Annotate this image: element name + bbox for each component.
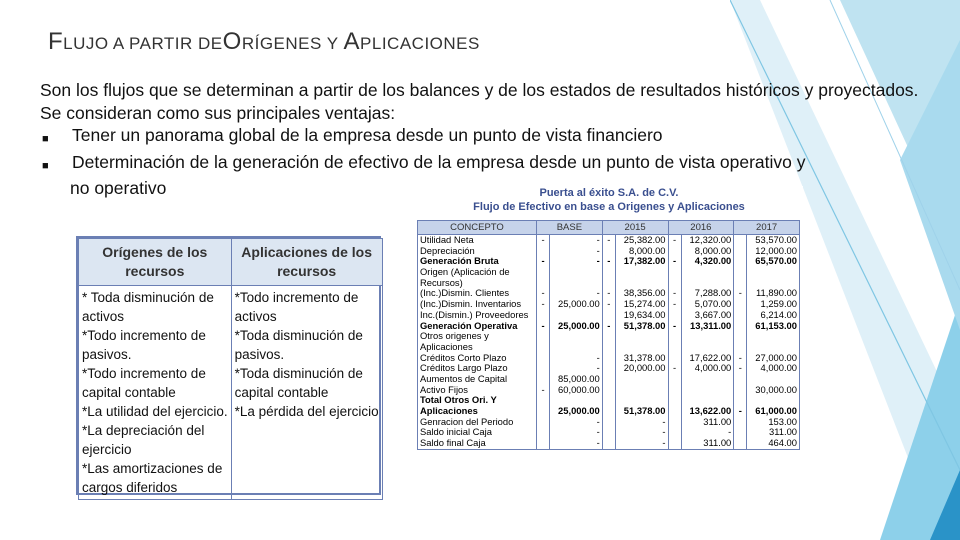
origins-line: *Las amortizaciones de <box>82 461 223 476</box>
concept-cell: Generación Bruta <box>418 256 537 267</box>
value-cell: 153.00 <box>747 417 800 428</box>
origins-cell <box>79 286 232 500</box>
sign-cell <box>668 427 681 438</box>
sign-cell: - <box>734 353 747 364</box>
origins-line: cargos diferidos <box>82 480 178 495</box>
value-cell: - <box>615 417 668 428</box>
value-cell: 13,311.00 <box>681 321 734 332</box>
value-cell <box>615 267 668 278</box>
sign-cell <box>537 406 550 417</box>
square-bullet-icon: ■ <box>42 159 49 172</box>
concept-cell: Saldo final Caja <box>418 438 537 449</box>
concept-cell: Créditos Largo Plazo <box>418 363 537 374</box>
origins-line: *Todo incremento de <box>82 366 206 381</box>
concept-cell: Aplicaciones <box>418 342 537 353</box>
col-header-concepto: CONCEPTO <box>418 221 537 235</box>
sign-cell: - <box>602 288 615 299</box>
title-initial: A <box>343 28 361 55</box>
sign-cell <box>602 406 615 417</box>
concept-cell: Créditos Corto Plazo <box>418 353 537 364</box>
intro-paragraph: Son los flujos que se determinan a partir de los balances y de los estados de resultados históricos y proyectados. Se consideran como sus principales ventajas: <box>40 80 919 123</box>
sign-cell: - <box>537 256 550 267</box>
sign-cell: - <box>734 288 747 299</box>
applications-line: *Toda disminución de <box>234 328 363 343</box>
sign-cell: - <box>734 406 747 417</box>
value-cell: 12,320.00 <box>681 235 734 246</box>
title-text: LUJO A PARTIR DE <box>63 34 223 53</box>
value-cell: 3,667.00 <box>681 310 734 321</box>
sign-cell <box>668 342 681 353</box>
sign-cell <box>602 353 615 364</box>
applications-line: capital contable <box>234 385 329 400</box>
cash-flow-table-image <box>415 186 803 510</box>
value-cell <box>550 278 603 289</box>
concept-cell: Inc.(Dismin.) Proveedores <box>418 310 537 321</box>
sign-cell <box>734 321 747 332</box>
sign-cell <box>602 363 615 374</box>
sign-cell: - <box>537 288 550 299</box>
origins-line: * Toda disminución de <box>82 290 214 305</box>
concept-cell: Utilidad Neta <box>418 235 537 246</box>
value-cell <box>615 342 668 353</box>
sign-cell: - <box>537 321 550 332</box>
value-cell <box>747 342 800 353</box>
sign-cell: - <box>668 299 681 310</box>
bullet-item <box>40 151 920 178</box>
value-cell <box>615 385 668 396</box>
sign-cell <box>668 406 681 417</box>
cash-flow-rows <box>418 235 800 450</box>
sign-cell <box>668 385 681 396</box>
col-header-base: BASE <box>537 221 603 235</box>
company-title: Puerta al éxito S.A. de C.V. <box>539 187 679 199</box>
sign-cell <box>602 417 615 428</box>
sign-cell <box>602 395 615 406</box>
applications-line: activos <box>234 309 277 324</box>
value-cell: - <box>550 288 603 299</box>
value-cell <box>681 385 734 396</box>
sign-cell <box>537 395 550 406</box>
concept-cell: Total Otros Ori. Y <box>418 395 537 406</box>
origins-line: *La utilidad del ejercicio. <box>82 404 228 419</box>
value-cell: 27,000.00 <box>747 353 800 364</box>
table-row <box>418 235 800 246</box>
concept-cell: Generación Operativa <box>418 321 537 332</box>
value-cell: 20,000.00 <box>615 363 668 374</box>
col-header-2016: 2016 <box>668 221 734 235</box>
applications-line: pasivos. <box>234 347 285 362</box>
concept-cell: Origen (Aplicación de <box>418 267 537 278</box>
value-cell: 11,890.00 <box>747 288 800 299</box>
value-cell: - <box>615 427 668 438</box>
sign-cell: - <box>537 299 550 310</box>
sign-cell <box>734 267 747 278</box>
sign-cell <box>734 310 747 321</box>
value-cell: 38,356.00 <box>615 288 668 299</box>
sign-cell <box>602 438 615 449</box>
sign-cell: - <box>668 363 681 374</box>
title-initial: O <box>222 28 242 55</box>
sign-cell <box>734 385 747 396</box>
value-cell: 61,153.00 <box>747 321 800 332</box>
sign-cell <box>537 267 550 278</box>
concept-cell: Recursos) <box>418 278 537 289</box>
value-cell: 61,000.00 <box>747 406 800 417</box>
sign-cell <box>602 342 615 353</box>
col-header-2017: 2017 <box>734 221 800 235</box>
value-cell <box>681 374 734 385</box>
sign-cell <box>668 267 681 278</box>
value-cell: 51,378.00 <box>615 406 668 417</box>
bullet-text-continuation: no operativo <box>70 178 167 198</box>
value-cell: - <box>615 438 668 449</box>
value-cell: 30,000.00 <box>747 385 800 396</box>
bullet-text: Determinación de la generación de efectivo de la empresa desde un punto de vista operativo y <box>72 151 806 172</box>
origins-line: *La depreciación del <box>82 423 205 438</box>
value-cell <box>747 331 800 342</box>
sign-cell <box>734 427 747 438</box>
value-cell <box>681 331 734 342</box>
sign-cell: - <box>668 256 681 267</box>
value-cell: 53,570.00 <box>747 235 800 246</box>
value-cell: - <box>550 363 603 374</box>
value-cell: 4,320.00 <box>681 256 734 267</box>
title-text: RÍGENES Y <box>241 34 344 53</box>
sign-cell <box>734 417 747 428</box>
sign-cell <box>537 427 550 438</box>
value-cell: 19,634.00 <box>615 310 668 321</box>
concept-cell: Depreciación <box>418 246 537 257</box>
value-cell: 17,382.00 <box>615 256 668 267</box>
slide-title <box>48 28 480 56</box>
sign-cell <box>668 331 681 342</box>
applications-line: *Todo incremento de <box>234 290 359 305</box>
value-cell: 8,000.00 <box>615 246 668 257</box>
sign-cell: - <box>537 385 550 396</box>
value-cell: 25,000.00 <box>550 406 603 417</box>
sign-cell: - <box>668 235 681 246</box>
value-cell: 311.00 <box>681 417 734 428</box>
value-cell: 17,622.00 <box>681 353 734 364</box>
concept-cell: Aumentos de Capital <box>418 374 537 385</box>
value-cell: 25,000.00 <box>550 321 603 332</box>
sign-cell <box>734 331 747 342</box>
value-cell: 60,000.00 <box>550 385 603 396</box>
sign-cell: - <box>602 321 615 332</box>
table-row <box>418 342 800 353</box>
sign-cell <box>668 417 681 428</box>
value-cell: 85,000.00 <box>550 374 603 385</box>
value-cell: - <box>550 438 603 449</box>
sign-cell <box>602 267 615 278</box>
value-cell: - <box>550 353 603 364</box>
table-row <box>418 310 800 321</box>
sign-cell <box>537 353 550 364</box>
sign-cell <box>537 331 550 342</box>
sign-cell <box>668 438 681 449</box>
sign-cell <box>734 342 747 353</box>
sign-cell: - <box>602 299 615 310</box>
sign-cell <box>537 363 550 374</box>
value-cell: 311.00 <box>747 427 800 438</box>
sign-cell: - <box>668 288 681 299</box>
value-cell: 1,259.00 <box>747 299 800 310</box>
value-cell: 31,378.00 <box>615 353 668 364</box>
cash-flow-table <box>417 220 800 450</box>
value-cell: 12,000.00 <box>747 246 800 257</box>
sign-cell <box>734 246 747 257</box>
value-cell: 25,382.00 <box>615 235 668 246</box>
sign-cell <box>734 256 747 267</box>
concept-cell: Aplicaciones <box>418 406 537 417</box>
value-cell <box>550 331 603 342</box>
sign-cell <box>537 342 550 353</box>
header-origins: Orígenes de los recursos <box>79 239 232 286</box>
applications-line: *La pérdida del ejercicio <box>234 404 379 419</box>
origins-line: pasivos. <box>82 347 132 362</box>
bullet-item <box>40 124 920 151</box>
sign-cell <box>734 299 747 310</box>
applications-cell <box>231 286 382 500</box>
origins-line: capital contable <box>82 385 176 400</box>
sign-cell <box>537 417 550 428</box>
sign-cell <box>537 438 550 449</box>
concept-cell: Saldo inicial Caja <box>418 427 537 438</box>
value-cell <box>550 310 603 321</box>
value-cell: 51,378.00 <box>615 321 668 332</box>
value-cell <box>615 331 668 342</box>
origins-applications-table <box>76 236 381 495</box>
value-cell <box>550 267 603 278</box>
sign-cell <box>602 427 615 438</box>
value-cell: - <box>681 427 734 438</box>
value-cell <box>747 267 800 278</box>
value-cell: 8,000.00 <box>681 246 734 257</box>
sign-cell <box>734 438 747 449</box>
sign-cell: - <box>668 321 681 332</box>
table-row <box>418 374 800 385</box>
origins-line: *Todo incremento de <box>82 328 206 343</box>
sign-cell <box>602 385 615 396</box>
square-bullet-icon: ■ <box>42 133 49 145</box>
table-title: Flujo de Efectivo en base a Origenes y Aplicaciones <box>473 201 745 213</box>
title-text: PLICACIONES <box>360 34 480 53</box>
value-cell <box>681 267 734 278</box>
value-cell: 4,000.00 <box>747 363 800 374</box>
sign-cell: - <box>734 363 747 374</box>
table-row <box>418 267 800 278</box>
concept-cell: (Inc.)Dismin. Clientes <box>418 288 537 299</box>
concept-cell: Genracion del Periodo <box>418 417 537 428</box>
header-applications: Aplicaciones de los recursos <box>231 239 382 286</box>
value-cell: - <box>550 235 603 246</box>
value-cell <box>550 342 603 353</box>
value-cell: 5,070.00 <box>681 299 734 310</box>
value-cell <box>615 374 668 385</box>
concept-cell: Otros origenes y <box>418 331 537 342</box>
sign-cell <box>602 310 615 321</box>
concept-cell: Activo Fijos <box>418 385 537 396</box>
sign-cell <box>668 395 681 406</box>
concept-cell: (Inc.)Dismin. Inventarios <box>418 299 537 310</box>
value-cell: 4,000.00 <box>681 363 734 374</box>
table-row <box>418 331 800 342</box>
sign-cell: - <box>602 256 615 267</box>
sign-cell: - <box>602 235 615 246</box>
value-cell: 311.00 <box>681 438 734 449</box>
origins-line: activos <box>82 309 125 324</box>
sign-cell <box>602 331 615 342</box>
sign-cell <box>668 310 681 321</box>
table-row <box>418 438 800 449</box>
sign-cell <box>602 374 615 385</box>
slide-body <box>40 79 920 200</box>
sign-cell <box>734 235 747 246</box>
value-cell: 15,274.00 <box>615 299 668 310</box>
value-cell: 464.00 <box>747 438 800 449</box>
value-cell: - <box>550 246 603 257</box>
value-cell: - <box>550 427 603 438</box>
bullet-text: Tener un panorama global de la empresa desde un punto de vista financiero <box>72 125 663 145</box>
value-cell: 6,214.00 <box>747 310 800 321</box>
sign-cell <box>668 374 681 385</box>
value-cell: - <box>550 417 603 428</box>
value-cell: 65,570.00 <box>747 256 800 267</box>
origins-line: ejercicio <box>82 442 132 457</box>
sign-cell <box>734 374 747 385</box>
sign-cell: - <box>537 235 550 246</box>
value-cell: 7,288.00 <box>681 288 734 299</box>
sign-cell <box>537 310 550 321</box>
title-initial: F <box>48 28 64 55</box>
value-cell <box>681 342 734 353</box>
col-header-2015: 2015 <box>602 221 668 235</box>
value-cell: 25,000.00 <box>550 299 603 310</box>
value-cell: - <box>550 256 603 267</box>
applications-line: *Toda disminución de <box>234 366 363 381</box>
value-cell: 13,622.00 <box>681 406 734 417</box>
